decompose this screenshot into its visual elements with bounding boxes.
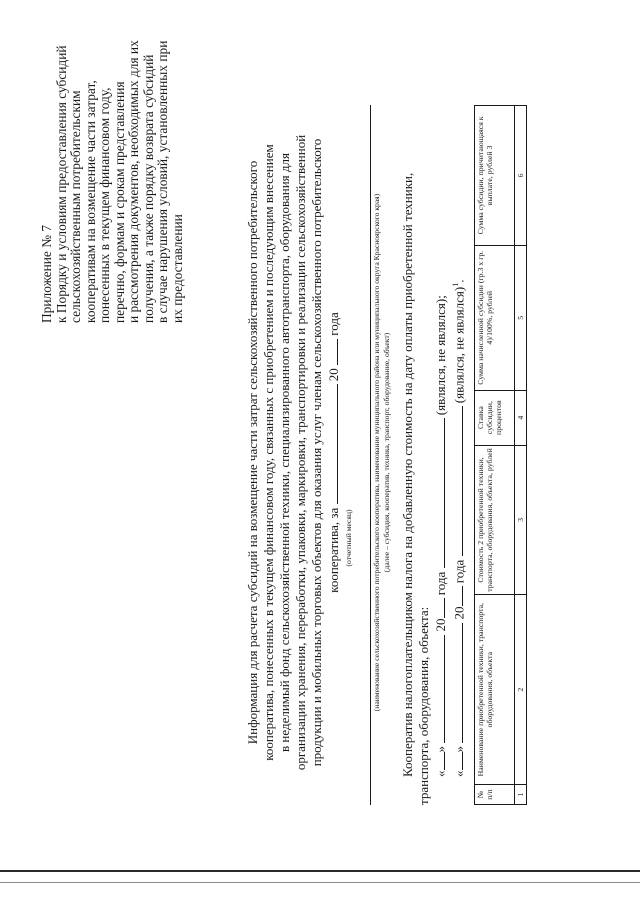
quote-close: » xyxy=(451,746,467,753)
status-text: (являлся, не являлся); xyxy=(433,295,448,416)
info-line: кооператива, понесенных в текущем финансовом году, связанных с приобретением и последующим внесением xyxy=(261,144,276,761)
month-field[interactable] xyxy=(325,384,338,504)
appendix-line: их предоставлении xyxy=(169,214,185,323)
info-line: организации хранения, переработки, упаковки, маркировки, транспортировки и реализации сельскохозяйственной xyxy=(293,134,308,771)
scan-edge-line xyxy=(0,870,640,872)
table-header-cell: № п/п xyxy=(475,785,515,805)
table-header-cell: Сумма субсидии, причитающаяся к выплате, рублей 3 xyxy=(475,106,515,246)
info-title xyxy=(245,0,342,905)
info-line: в неделимый фонд сельскохозяйственной техники, специализированного автотранспорта, оборудования для xyxy=(277,153,292,752)
vat-row-2 xyxy=(448,280,467,777)
vat-row-1 xyxy=(432,295,449,777)
appendix-line: Приложение № 7 xyxy=(39,224,54,323)
info-year-word: года xyxy=(326,312,341,336)
footnote-marker: 1 xyxy=(451,282,460,287)
quote-open: « xyxy=(451,770,467,777)
info-period-line xyxy=(325,0,342,905)
table-number-cell: 2 xyxy=(515,595,527,785)
appendix-heading xyxy=(40,23,185,323)
coop-name-caption: (наименование сельскохозяйственного потребительского кооператива, наименование муниципального района или муниципального округа Красноярского края) xyxy=(372,193,381,712)
coop-name-field-line[interactable] xyxy=(370,105,371,805)
appendix-line: к Порядку и условиям предоставления субсидий xyxy=(53,45,69,323)
period-mark: . xyxy=(451,279,467,283)
info-year-number: 20 xyxy=(326,368,341,382)
table-header-cell: Сумма начисленной субсидии (гр.3 х гр. 4)/100%, рублей xyxy=(475,245,515,390)
day-field[interactable] xyxy=(432,753,445,771)
table-number-cell: 4 xyxy=(515,390,527,445)
subsidy-table xyxy=(474,105,527,805)
appendix-line: и рассмотрения документов, необходимых для их xyxy=(126,40,141,323)
appendix-line: получения, а также порядку возврата субсидий xyxy=(140,54,156,323)
year-number: 20 xyxy=(451,606,467,620)
info-line: продукции и мобильных торговых объектов для оказания услуг членам сельскохозяйственного потребительского xyxy=(309,138,324,767)
table-number-cell: 1 xyxy=(515,785,527,805)
table-header-row xyxy=(475,106,515,805)
status-field[interactable] xyxy=(450,406,463,556)
quote-open: « xyxy=(433,770,448,777)
year-word: года xyxy=(433,571,448,596)
appendix-line: кооперативам на возмещение части затрат, xyxy=(82,80,98,323)
status-text: (являлся, не являлся) xyxy=(451,286,467,404)
short-names-caption: (далее – субсидия, кооператив, техника, транспорт, оборудование, объект) xyxy=(382,332,391,573)
month-field[interactable] xyxy=(432,635,445,743)
period-caption: (отчетный месяц) xyxy=(344,509,353,567)
year-field[interactable] xyxy=(432,599,445,619)
table-number-cell: 3 xyxy=(515,445,527,595)
vat-line-2: транспорта, оборудования, объекта: xyxy=(416,606,431,805)
vat-line-1: Кооператив налогоплательщиком налога на добавленную стоимость на дату оплаты приобретенной техники, xyxy=(400,172,415,777)
year-field[interactable] xyxy=(325,339,338,365)
info-line: Информация для расчета субсидий на возмещение части затрат сельскохозяйственного потребительского xyxy=(245,160,260,745)
table-header-cell: Наименование приобретенной техники, транспорта, оборудования, объекта xyxy=(475,595,515,785)
table-number-cell: 5 xyxy=(515,245,527,390)
year-field[interactable] xyxy=(450,587,463,607)
appendix-line: сельскохозяйственным потребительским xyxy=(68,90,83,323)
info-period-prefix: кооператива, за xyxy=(326,507,341,593)
status-field[interactable] xyxy=(432,418,445,568)
day-field[interactable] xyxy=(450,753,463,771)
year-number: 20 xyxy=(433,618,448,632)
table-number-row xyxy=(515,106,527,805)
quote-close: » xyxy=(433,746,448,753)
appendix-line: в случае нарушения условий, установленных при xyxy=(155,40,170,323)
year-word: года xyxy=(451,559,467,584)
appendix-line: перечню, формам и срокам представления xyxy=(111,81,127,323)
table-header-cell: Ставка субсидии, процентов xyxy=(475,390,515,445)
scan-edge-line xyxy=(0,882,640,883)
table-header-cell: Стоимость 2 приобретенной техники, транспорта, оборудования, объекта, рублей xyxy=(475,445,515,595)
table-number-cell: 6 xyxy=(515,106,527,246)
appendix-line: понесенных в текущем финансовом году, xyxy=(97,87,112,323)
month-field[interactable] xyxy=(450,623,463,743)
